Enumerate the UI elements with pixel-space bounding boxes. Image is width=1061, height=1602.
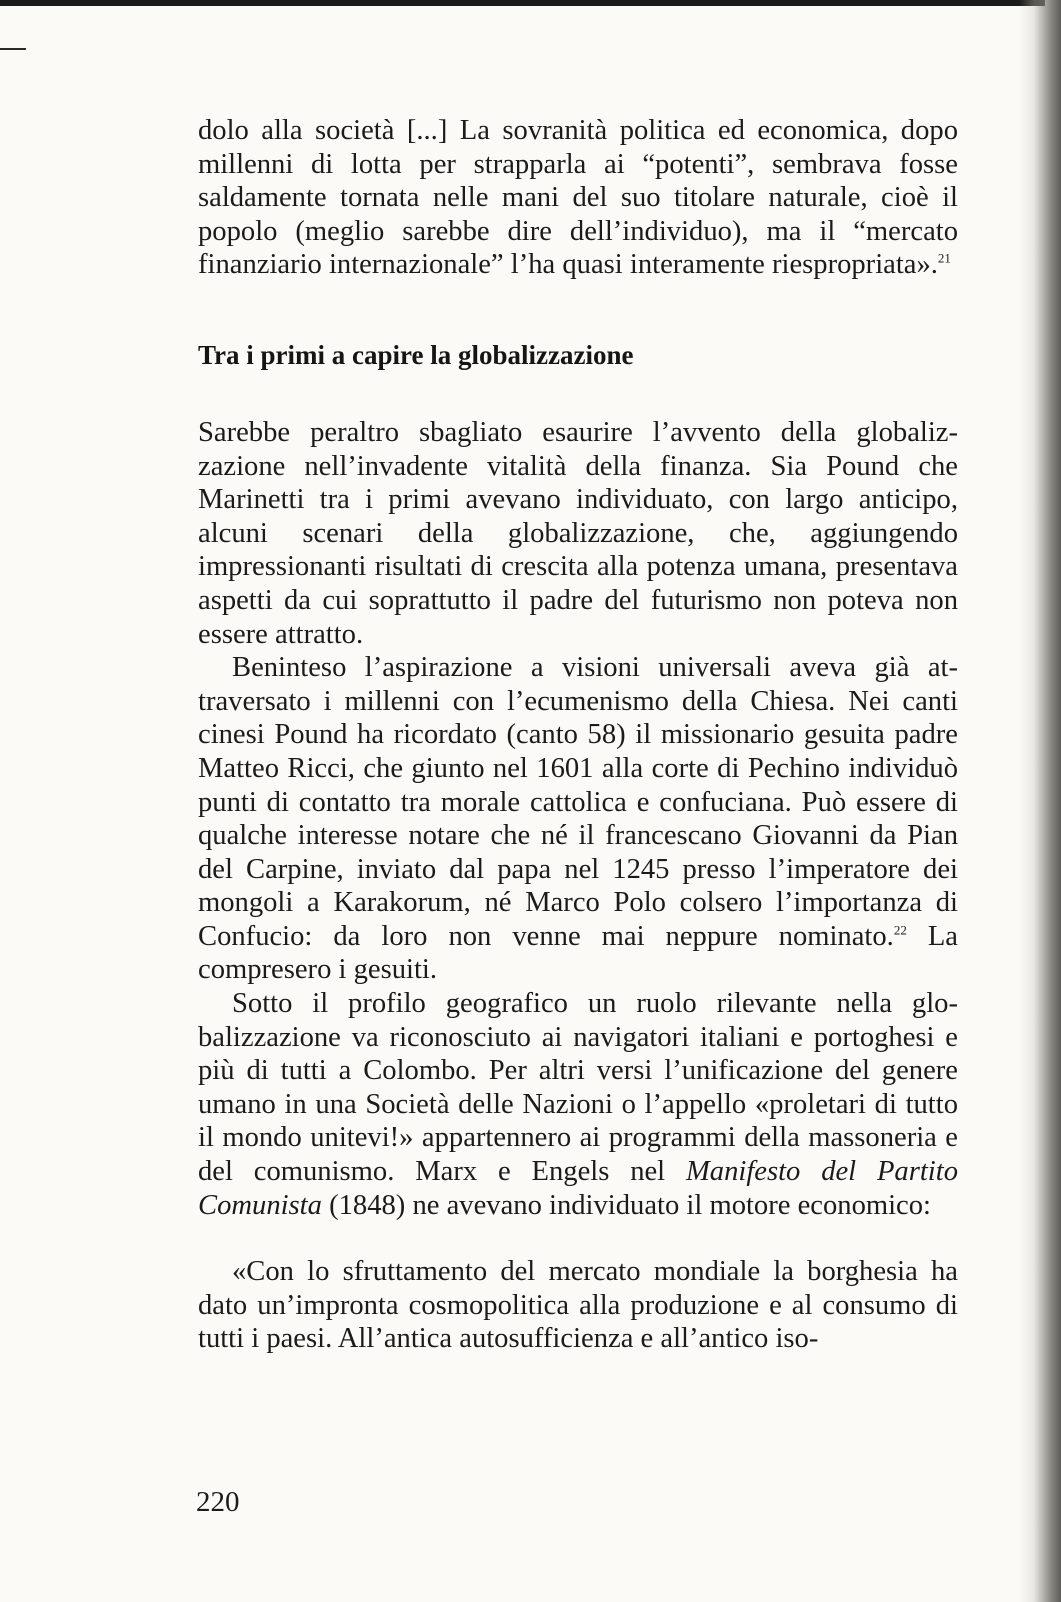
block-quotation: «Con lo sfruttamento del mercato mondiale la borghesia ha dato un’impronta cosmopolitica alla produzione e al consumo di tutti i paesi. All’antica autosufficienza e all’antico iso- (198, 1256, 958, 1355)
paragraph-quote-end (198, 114, 958, 282)
section-heading: Tra i primi a capire la globalizzazione (198, 339, 634, 370)
book-title-italic: Manifesto del Partito Comunista (198, 1156, 958, 1221)
footnote-ref-21: 21 (937, 250, 951, 266)
paragraph-text: Sotto il profilo geografico un ruolo rilevante nella globalizzazione va riconosciuto ai navigatori italiani e portoghesi e più di tutti a Colombo. Per altri versi l’unificazione del genere umano in una Società delle Nazioni o l’appello «proletari di tutto il mondo unitevi!» appartennero ai programmi della massoneria e del comunismo. Marx e Engels nel (198, 988, 958, 1188)
left-margin-mark (0, 48, 26, 50)
paragraph-text: Beninteso l’aspirazione a visioni universali aveva già attraversato i millenni con l’ecumenismo della Chiesa. Nei canti cinesi Pound ha ricordato (canto 58) il missionario gesuita padre Matteo Ricci, che giunto nel 1601 alla corte di Pechino individuò punti di contatto tra morale cattolica e confuciana. Può essere di qualche interesse notare che né il francescano Giovanni da Pian del Carpine, inviato dal papa nel 1245 presso l’imperatore dei mongoli a Karakorum, né Marco Polo colsero l’importanza di Confucio: da loro non venne mai neppure nominato. (198, 652, 958, 952)
page-number: 220 (196, 1486, 240, 1518)
paragraph-text-tail: (1848) ne avevano individuato il motore economico: (321, 1189, 931, 1221)
paragraph-ecumenism (198, 651, 958, 987)
top-edge-rule (0, 0, 1045, 6)
paragraph-text-tail: La compresero i gesuiti. (198, 920, 958, 986)
paragraph-geography (198, 987, 958, 1222)
footnote-ref-22: 22 (893, 922, 907, 938)
page-body (198, 114, 958, 1356)
paragraph-intro: Sarebbe peraltro sbagliato esaurire l’avvento della globalizzazione nell’invadente vitalità della finanza. Sia Pound che Marinetti tra i primi avevano individuato, con largo anticipo, alcuni scenari della globalizzazione, che, aggiungendo impressionanti risultati di crescita alla potenza umana, presentava aspetti da cui soprattutto il padre del futurismo non poteva non essere attratto. (198, 416, 958, 650)
paragraph-text: dolo alla società [...] La sovranità politica ed economica, dopo millenni di lotta per strapparla ai “potenti”, sembrava fosse saldamente tornata nelle mani del suo titolare naturale, cioè il popolo (meglio sarebbe dire dell’individuo), ma il “mercato finanziario internazionale” l’ha quasi interamente riespropriata». (198, 115, 958, 281)
binding-shadow (1019, 0, 1061, 1602)
